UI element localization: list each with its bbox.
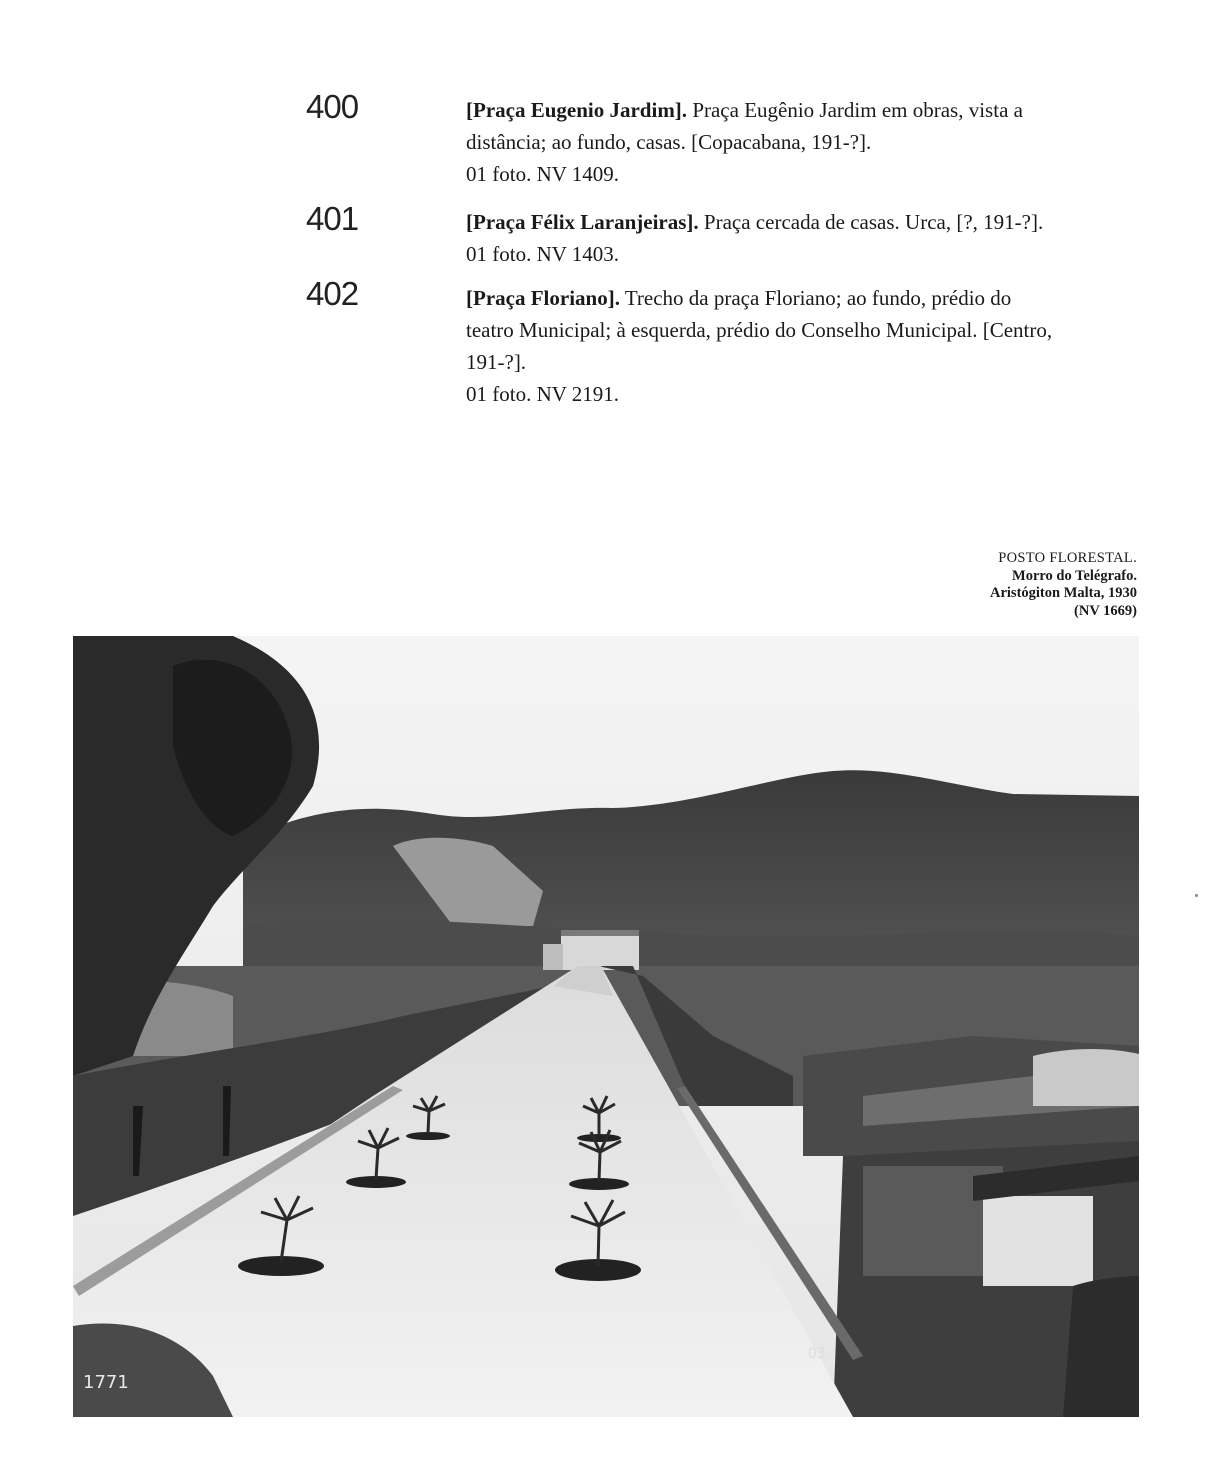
entry-number: 401	[306, 200, 359, 237]
photo-caption	[880, 550, 1137, 620]
entry-number: 402	[306, 275, 359, 312]
photo-mark-left: 1771	[83, 1372, 129, 1393]
entry-text	[466, 94, 1066, 190]
caption-place: Morro do Telégrafo.	[1012, 567, 1137, 584]
entry-description: Praça cercada de casas. Urca, [?, 191-?].	[703, 210, 1044, 234]
photo-mark-right: 03	[808, 1346, 826, 1362]
entry-reference: 01 foto. NV 2191.	[466, 382, 620, 406]
photograph-posto-florestal	[73, 636, 1139, 1417]
entry-description: distância; ao fundo, casas. [Copacabana, 191-?].	[466, 130, 872, 154]
entry-text	[466, 282, 1066, 410]
entry-title: [Praça Floriano].	[466, 286, 620, 310]
entry-description: teatro Municipal; à esquerda, prédio do Conselho Municipal. [Centro,	[466, 318, 1053, 342]
entry-number: 400	[306, 88, 359, 125]
entry-text	[466, 206, 1066, 270]
entry-title: [Praça Eugenio Jardim].	[466, 98, 688, 122]
margin-speck	[1195, 894, 1198, 897]
entry-reference: 01 foto. NV 1409.	[466, 162, 620, 186]
caption-reference: (NV 1669)	[1074, 602, 1137, 619]
entry-reference: 01 foto. NV 1403.	[466, 242, 620, 266]
entry-title: [Praça Félix Laranjeiras].	[466, 210, 699, 234]
entry-description: Trecho da praça Floriano; ao fundo, prédio do	[624, 286, 1012, 310]
entry-description: 191-?].	[466, 350, 527, 374]
caption-title: POSTO FLORESTAL.	[998, 550, 1137, 566]
entry-description: Praça Eugênio Jardim em obras, vista a	[692, 98, 1023, 122]
caption-author: Aristógiton Malta, 1930	[990, 585, 1137, 601]
